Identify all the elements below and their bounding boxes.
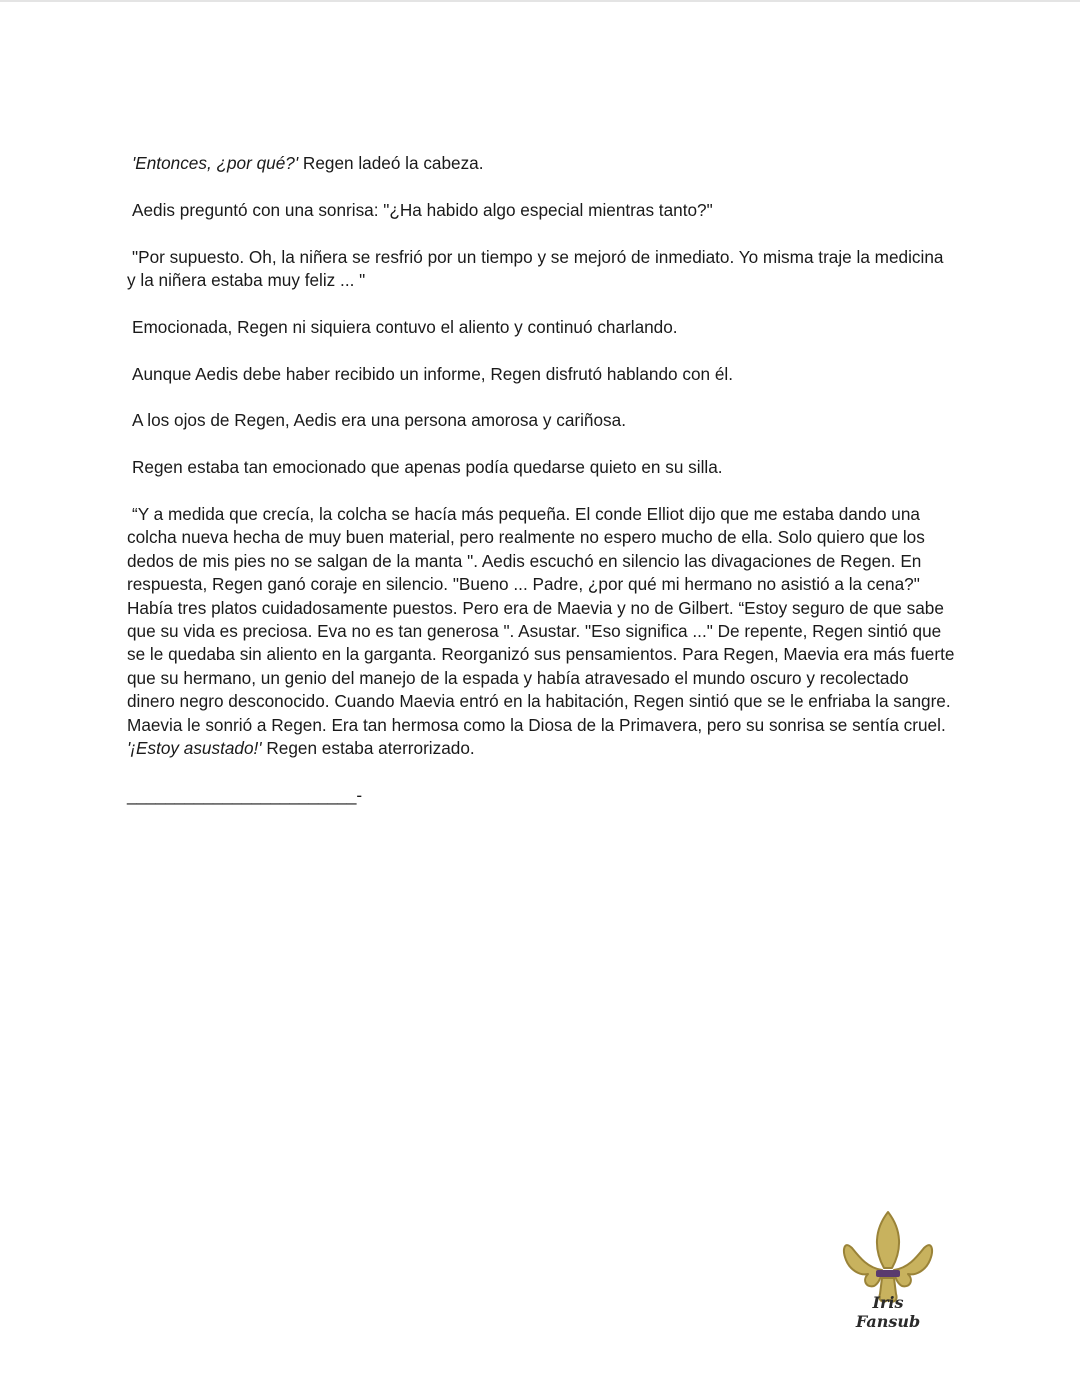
paragraph-3 [127,246,955,293]
paragraph-text: "Por supuesto. Oh, la niñera se resfrió por un tiempo y se mejoró de inmediato. Yo misma traje la medicina y la niñera estaba muy feliz ... " [127,246,944,290]
paragraph-6: A los ojos de Regen, Aedis era una persona amorosa y cariñosa. [132,410,626,431]
italic-thought: 'Entonces, ¿por qué?' [132,153,299,173]
paragraph-5: Aunque Aedis debe haber recibido un informe, Regen disfrutó hablando con él. [132,363,734,384]
document-body [127,152,955,807]
band [876,1270,900,1277]
paragraph-text: Regen ladeó la cabeza. [298,153,484,173]
paragraph-7: Regen estaba tan emocionado que apenas podía quedarse quieto en su silla. [132,457,723,478]
section-separator: ________________________- [127,784,363,805]
italic-thought: '¡Estoy asustado!' [127,738,262,759]
paragraph-2: Aedis preguntó con una sonrisa: "¿Ha habido algo especial mientras tanto?" [132,199,713,220]
page-top-border [0,0,1080,2]
paragraph-4: Emocionada, Regen ni siquiera contuvo el aliento y continuó charlando. [132,316,678,337]
paragraph-8 [127,503,955,760]
left-petal [844,1245,882,1286]
center-petal [877,1212,899,1268]
logo-caption: Iris Fansub [855,1293,921,1331]
right-petal [894,1245,932,1286]
paragraph-1 [127,152,955,175]
paragraph-text-end: Regen estaba aterrorizado. [261,738,475,759]
paragraph-text: “Y a medida que crecía, la colcha se hacía más pequeña. El conde Elliot dijo que me estaba dando una colcha nueva hecha de muy buen material, pero realmente no espero mucho de ella. Solo quiero que los dedos de mis pies no se salgan de la manta ". Aedis escuchó en silencio las divagaciones de Regen. En respuesta, Regen ganó coraje en silencio. "Bueno ... Padre, ¿por qué mi hermano no asistió a la cena?" Había tres platos cuidadosamente puestos. Pero era de Maevia y no de Gilbert. “Estoy seguro de que sabe que su vida es preciosa. Eva no es tan generosa ". Asustar. "Eso significa ..." De repente, Regen sintió que se le quedaba sin aliento en la garganta. Reorganizó sus pensamientos. Para Regen, Maevia era más fuerte que su hermano, un genio del manejo de la espada y había atravesado el mundo oscuro y recolectado dinero negro desconocido. Cuando Maevia entró en la habitación, Regen sintió que se le enfriaba la sangre. Maevia le sonrió a Regen. Era tan hermosa como la Diosa de la Primavera, pero su sonrisa se sentía cruel. [127,503,955,735]
